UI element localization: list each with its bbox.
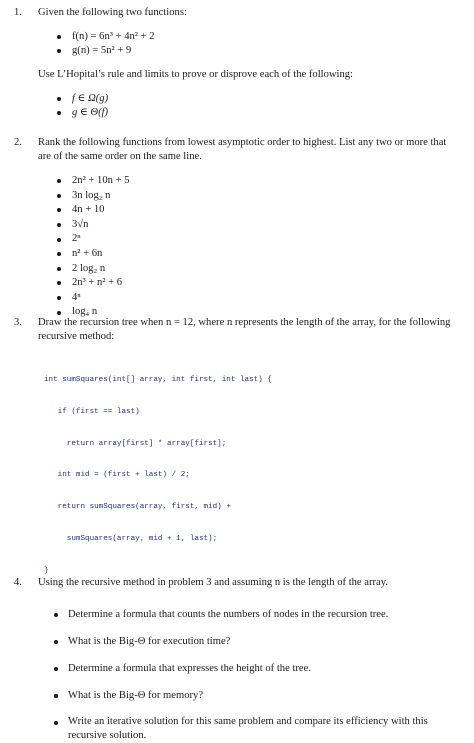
question-1 xyxy=(14,6,460,120)
list-item: n² + 6n xyxy=(54,247,460,262)
code-line: int mid = (first + last) / 2; xyxy=(44,471,190,480)
list-item: What is the Big-Θ for memory? xyxy=(44,689,454,703)
question-number: 1. xyxy=(14,7,22,18)
code-line: sumSquares(array, mid + 1, last); xyxy=(44,535,218,544)
code-line: return array[first] * array[first]; xyxy=(44,439,227,448)
function-list xyxy=(54,174,460,320)
question-number: 2. xyxy=(14,137,22,148)
question-2 xyxy=(14,136,460,320)
claim-list xyxy=(54,92,460,120)
code-block xyxy=(44,354,460,598)
code-line: if (first == last) xyxy=(44,407,140,416)
list-item: What is the Big-Θ for execution time? xyxy=(44,635,454,649)
list-item: 3√n xyxy=(54,218,460,233)
list-item: g ∈ Θ(f) xyxy=(54,106,460,120)
list-item: 4ⁿ xyxy=(54,291,460,306)
list-item: 2ⁿ xyxy=(54,232,460,247)
list-item: g(n) = 5n² + 9 xyxy=(54,44,460,58)
list-item: f ∈ Ω(g) xyxy=(54,92,460,106)
list-item: 4n + 10 xyxy=(54,203,460,218)
list-item: f(n) = 6n³ + 4n² + 2 xyxy=(54,30,460,44)
question-4 xyxy=(14,576,460,590)
list-item: Write an iterative solution for this same problem and compare its efficiency with this recursive solution. xyxy=(44,715,454,743)
function-list xyxy=(54,30,460,58)
list-item: 2n² + 10n + 5 xyxy=(54,174,460,189)
instruction-text: Use L’Hopital’s rule and limits to prove or disprove each of the following: xyxy=(38,68,354,80)
task-list xyxy=(44,608,454,743)
list-item: 2n³ + n² + 6 xyxy=(54,276,460,291)
code-line: int sumSquares(int[] array, int first, int last) { xyxy=(44,376,272,385)
list-item: 3n log₂ n xyxy=(54,189,460,204)
question-text: Using the recursive method in problem 3 and assuming n is the length of the array. xyxy=(38,577,389,588)
question-number: 3. xyxy=(14,317,22,328)
question-text: Rank the following functions from lowest asymptotic order to highest. List any two or more that are of the same order on the same line. xyxy=(38,137,447,162)
list-item: Determine a formula that counts the numbers of nodes in the recursion tree. xyxy=(44,608,454,622)
list-item: 2 log₂ n xyxy=(54,262,460,277)
code-line: return sumSquares(array, first, mid) + xyxy=(44,503,231,512)
list-item: log₄ n xyxy=(54,305,460,320)
question-text: Draw the recursion tree when n = 12, where n represents the length of the array, for the following recursive method: xyxy=(38,317,451,342)
question-text: Given the following two functions: xyxy=(38,7,187,18)
question-3 xyxy=(14,316,460,743)
code-line: } xyxy=(44,566,49,575)
question-number: 4. xyxy=(14,577,22,588)
list-item: Determine a formula that expresses the height of the tree. xyxy=(44,662,454,676)
